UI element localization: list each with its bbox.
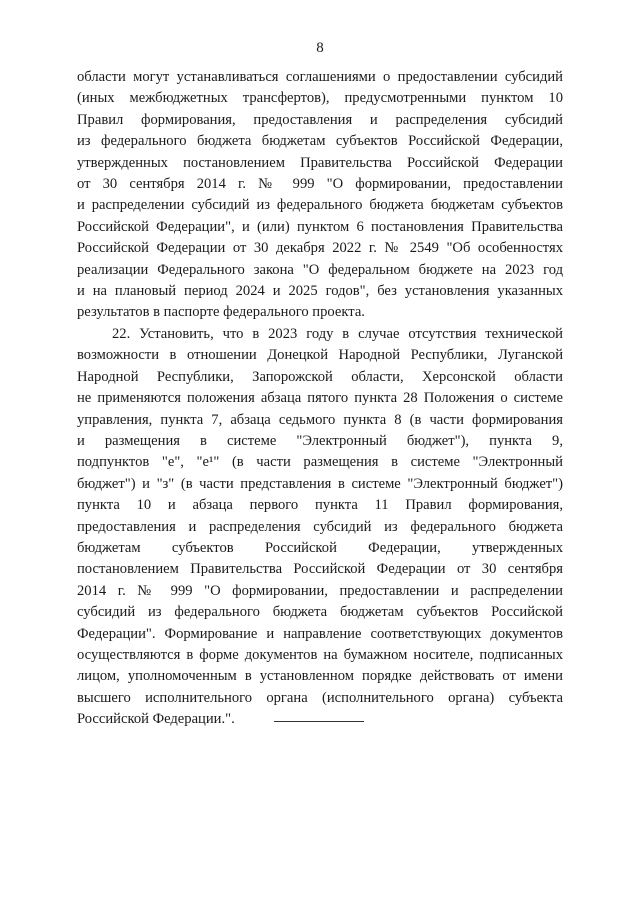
end-separator-line bbox=[274, 721, 364, 722]
text-line: субсидий из федерального бюджета бюджетам субъектов Российской bbox=[77, 604, 563, 621]
page-number: 8 bbox=[316, 40, 324, 56]
text-line: реализации Федерального закона "О федеральном бюджете на 2023 год bbox=[77, 261, 563, 278]
text-line: подпунктов "е", "е¹" (в части размещения в системе "Электронный bbox=[77, 454, 563, 471]
text-line: и размещения в системе "Электронный бюджет"), пункта 9, bbox=[77, 432, 563, 449]
text-line: пункта 10 и абзаца первого пункта 11 Правил формирования, bbox=[77, 497, 563, 514]
paragraph-1 bbox=[77, 67, 563, 324]
text-line: Народной Республики, Запорожской области, Херсонской области bbox=[77, 368, 563, 385]
document-body bbox=[77, 67, 563, 731]
text-line: постановлением Правительства Российской Федерации от 30 сентября bbox=[77, 561, 563, 578]
text-line: не применяются положения абзаца пятого пункта 28 Положения о системе bbox=[77, 390, 563, 407]
text-line: и на плановый период 2024 и 2025 годов", без установления указанных bbox=[77, 283, 563, 300]
text-line: области могут устанавливаться соглашениями о предоставлении субсидий bbox=[77, 69, 563, 85]
text-line: Федерации". Формирование и направление соответствующих документов bbox=[77, 625, 563, 642]
text-line: возможности в отношении Донецкой Народной Республики, Луганской bbox=[77, 347, 563, 364]
text-line: лицом, уполномоченным в установленном порядке действовать от имени bbox=[77, 668, 563, 685]
text-line: осуществляются в форме документов на бумажном носителе, подписанных bbox=[77, 646, 563, 663]
text-line: высшего исполнительного органа (исполнительного органа) субъекта bbox=[77, 689, 563, 706]
text-line: результатов в паспорте федерального проекта. bbox=[77, 304, 365, 321]
text-line: от 30 сентября 2014 г. № 999 "О формировании, предоставлении bbox=[77, 176, 563, 193]
text-line: Российской Федерации.". bbox=[77, 711, 235, 728]
text-line: Правил формирования, предоставления и распределения субсидий bbox=[77, 111, 563, 128]
paragraph-22 bbox=[77, 324, 563, 731]
text-line: (иных межбюджетных трансфертов), предусмотренными пунктом 10 bbox=[77, 90, 563, 107]
text-line: бюджетам субъектов Российской Федерации, утвержденных bbox=[77, 539, 563, 556]
text-line: 22. Установить, что в 2023 году в случае отсутствия технической bbox=[112, 325, 563, 342]
text-line: 2014 г. № 999 "О формировании, предоставлении и распределении bbox=[77, 582, 563, 599]
text-line: Российской Федерации", и (или) пунктом 6 постановления Правительства bbox=[77, 218, 563, 235]
text-line: предоставления и распределения субсидий из федерального бюджета bbox=[77, 518, 563, 535]
text-line: бюджет") и "з" (в части представления в системе "Электронный бюджет") bbox=[77, 475, 563, 492]
text-line: из федерального бюджета бюджетам субъектов Российской Федерации, bbox=[77, 133, 563, 150]
text-line: управления, пункта 7, абзаца седьмого пункта 8 (в части формирования bbox=[77, 411, 563, 428]
text-line: и распределении субсидий из федерального бюджета бюджетам субъектов bbox=[77, 197, 563, 214]
text-line: утвержденных постановлением Правительства Российской Федерации bbox=[77, 154, 563, 171]
text-line: Российской Федерации от 30 декабря 2022 г. № 2549 "Об особенностях bbox=[77, 240, 563, 257]
